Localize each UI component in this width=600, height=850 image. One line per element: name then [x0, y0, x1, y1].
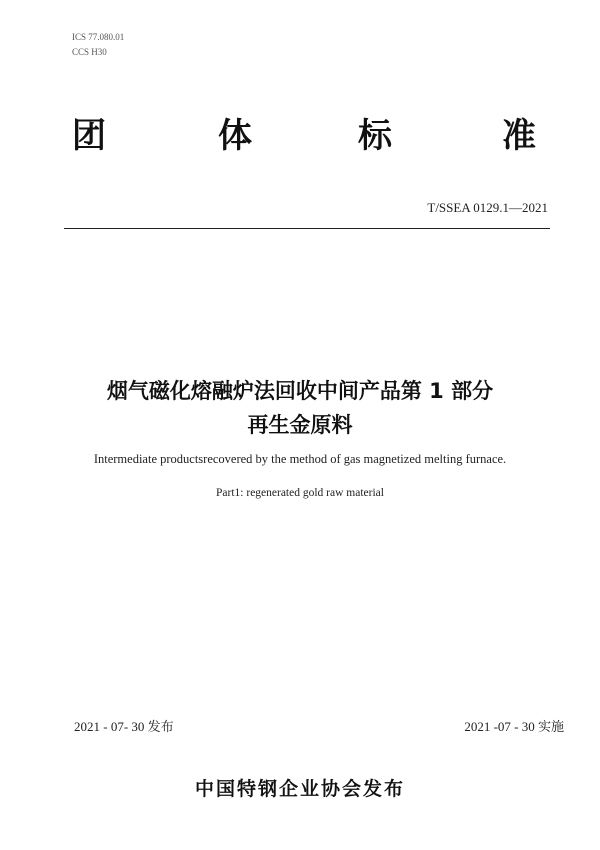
implementation-date: 2021 -07 - 30 实施 [464, 719, 564, 734]
title-cn-line-1: 烟气磁化熔融炉法回收中间产品第 1 部分 [106, 379, 494, 403]
document-part-title-en: Part1: regenerated gold raw material [216, 487, 384, 499]
standard-type-char-4: 准 [502, 116, 536, 156]
classification-codes [72, 30, 124, 60]
document-title-en: Intermediate productsrecovered by the method of gas magnetized melting furnace. [93, 452, 507, 466]
standard-type-char-3: 标 [358, 116, 392, 156]
publisher: 中国特钢企业协会发布 [194, 778, 405, 800]
standard-type-char-2: 体 [218, 116, 252, 156]
document-title-cn [0, 374, 600, 442]
title-cn-line-2: 再生金原料 [247, 413, 353, 437]
issue-date: 2021 - 07- 30 发布 [74, 719, 174, 734]
header-divider [64, 228, 550, 229]
ics-code: ICS 77.080.01 [72, 32, 125, 42]
standard-type-heading [72, 112, 544, 160]
ccs-code: CCS H30 [72, 47, 107, 57]
standard-number: T/SSEA 0129.1—2021 [427, 200, 548, 215]
standard-type-char-1: 团 [72, 116, 106, 156]
